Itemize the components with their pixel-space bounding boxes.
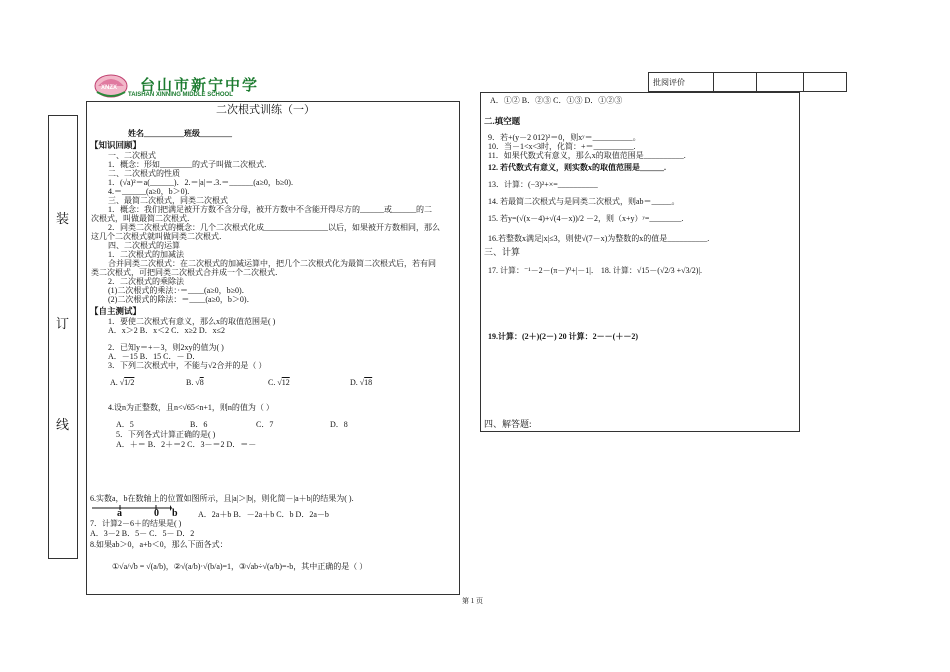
page-number: 第 1 页: [462, 597, 483, 605]
question-7: 7．计算2－6＋的结果是( ): [90, 519, 182, 528]
question-3-option-b: B. √8: [186, 378, 204, 387]
k4-item: 合并同类二次根式：在二次根式的加减运算中，把几个二次根式化为最简二次根式后，若有同: [108, 259, 436, 268]
fill-12: 12. 若代数式有意义，则实数x的取值范围是______.: [488, 163, 666, 172]
number-line-label-b: b: [172, 508, 178, 519]
question-4: 4.设n为正整数，且n<√65<n+1，则n的值为（ ）: [108, 403, 274, 412]
question-4-option: D．8: [330, 420, 348, 429]
question-4-option: C．7: [256, 420, 274, 429]
k2-heading: 二、二次根式的性质: [108, 169, 180, 178]
k4-sub: 1．二次根式的加减法: [108, 250, 184, 259]
k3-item: 1．概念：我们把满足被开方数不含分母，被开方数中不含能开得尽方的______或______的二: [108, 205, 432, 214]
question-8: 8.如果ab＞0，a+b＜0，那么下面各式：: [90, 540, 228, 549]
question-8-formulas: ①√a/√b = √(a/b)，②√(a/b)·√(b/a)=1，③√ab÷√(a/b)=-b，其中正确的是（ ）: [112, 562, 368, 571]
question-3: 3．下列二次根式中，不能与√2合并的是（ ）: [108, 361, 267, 370]
calc-17-18: 17. 计算：⁻¹－2－(π－)⁰+|－1|． 18. 计算：√15－(√2/3 +√3/2)|.: [488, 266, 702, 275]
number-line: [92, 504, 172, 518]
question-4-option: B．6: [190, 420, 208, 429]
review-cell[interactable]: [804, 73, 847, 92]
question-1-options: A．x＞2 B．x＜2 C．x≥2 D．x≤2: [108, 326, 226, 335]
fill-16: 16.若整数x满足|x|≤3，则使√(7－x)为整数的x的值是__________.: [488, 234, 710, 243]
question-5: 5．下列各式计算正确的是( ): [116, 430, 216, 439]
question-6-options: A．2a＋b B．－2a＋b C．b D．2a－b: [198, 510, 329, 519]
page-title: 二次根式训练（一）: [216, 104, 315, 116]
binding-char: 线: [56, 417, 70, 432]
question-2-options: A．－15 B．15 C．－ D．: [108, 352, 201, 361]
k4-item: (1)二次根式的乘法：·＝____(a≥0，b≥0)．: [108, 286, 250, 295]
question-2: 2．已知y＝+－3，则2xy的值为( ): [108, 343, 224, 352]
k1-heading: 一、二次根式: [108, 151, 156, 160]
question-7-options: A．3－2 B．5－ C．5－ D．2: [90, 529, 195, 538]
k2-item: 1．(√a)²＝a(______)．2.＝|a|＝.3.＝______(a≥0，b≥0).: [108, 178, 293, 187]
k3-item: 2．同类二次根式的概念：几个二次根式化成________________以后，如果被开方数相同，那么: [108, 223, 440, 232]
school-logo: [94, 74, 128, 100]
binding-char: 订: [56, 316, 70, 331]
section-test: 【自主测试】: [90, 306, 142, 316]
k4-item: 类二次根式，可把同类二次根式合并成一个二次根式．: [91, 268, 283, 277]
fill-9: 9．若+(y－2 012)²＝0，则xʸ＝__________。: [488, 133, 641, 142]
number-line-label-zero: 0: [154, 508, 159, 519]
fill-10: 10．当－1<x<3时，化简：+＝__________.: [488, 142, 636, 151]
calc-19-20: 19.计算：(2＋)(2－) 20 计算：2－－(＋－2): [488, 332, 638, 341]
logo-badge: XNZX: [101, 85, 118, 91]
binding-char: 装: [56, 211, 70, 226]
k3-item: 次根式，叫做最简二次根式．: [91, 214, 195, 223]
school-name-en: TAISHAN XINNING MIDDLE SCHOOL: [128, 92, 233, 98]
fill-11: 11．如果代数式有意义，那么x的取值范围是__________.: [488, 151, 686, 160]
k4-item: (2)二次根式的除法：＝____(a≥0，b＞0)．: [108, 295, 255, 304]
review-cell[interactable]: [757, 73, 804, 92]
section-review: 【知识回顾】: [90, 140, 142, 150]
name-class-line[interactable]: 姓名__________班级________: [128, 129, 232, 138]
k4-sub: 2．二次根式的乘除法: [108, 277, 184, 286]
review-cell[interactable]: [714, 73, 757, 92]
section-fill: 二.填空题: [484, 116, 521, 126]
fill-15: 15. 若y=(√(x－4)+√(4－x))/2 －2，则（x+y）ʸ=________.: [488, 214, 684, 223]
section-calc: 三、计算: [484, 247, 521, 257]
k3-heading: 三、最简二次根式，同类二次根式: [108, 196, 228, 205]
fill-13: 13．计算：(−3)²+×=__________: [488, 180, 598, 189]
question-5-options: A．＋＝ B．2＋＝2 C．3－＝2 D．＝－: [116, 440, 257, 449]
k1-item: 1．概念：形如________的式子叫做二次根式．: [108, 160, 272, 169]
question-3-option-a: A. √1/2: [110, 378, 135, 387]
question-6: 6.实数a，b在数轴上的位置如图所示，且|a|＞|b|，则化简－|a＋b|的结果为( ).: [90, 494, 354, 503]
question-4-option: A．5: [116, 420, 134, 429]
k3-item: 这几个二次根式就叫做同类二次根式．: [91, 232, 227, 241]
question-3-option-c: C. √12: [268, 378, 290, 387]
school-name-cn: 台山市新宁中学: [140, 76, 260, 94]
review-table: [648, 72, 847, 92]
question-1: 1．要使二次根式有意义，那么x的取值范围是( ): [108, 317, 276, 326]
section-answer: 四、解答题:: [484, 419, 532, 429]
binding-strip: [48, 115, 78, 559]
k2-item: 4.＝______(a≥0，b＞0).: [108, 187, 190, 196]
fill-14: 14. 若最简二次根式与是同类二次根式，则ab＝_____。: [488, 197, 680, 206]
number-line-label-a: a: [117, 508, 122, 519]
question-8-options: A．①② B．②③ C．①③ D．①②③: [490, 96, 623, 105]
k4-heading: 四、二次根式的运算: [108, 241, 180, 250]
question-3-option-d: D. √18: [350, 378, 373, 387]
review-label: 批阅评价: [649, 73, 714, 92]
